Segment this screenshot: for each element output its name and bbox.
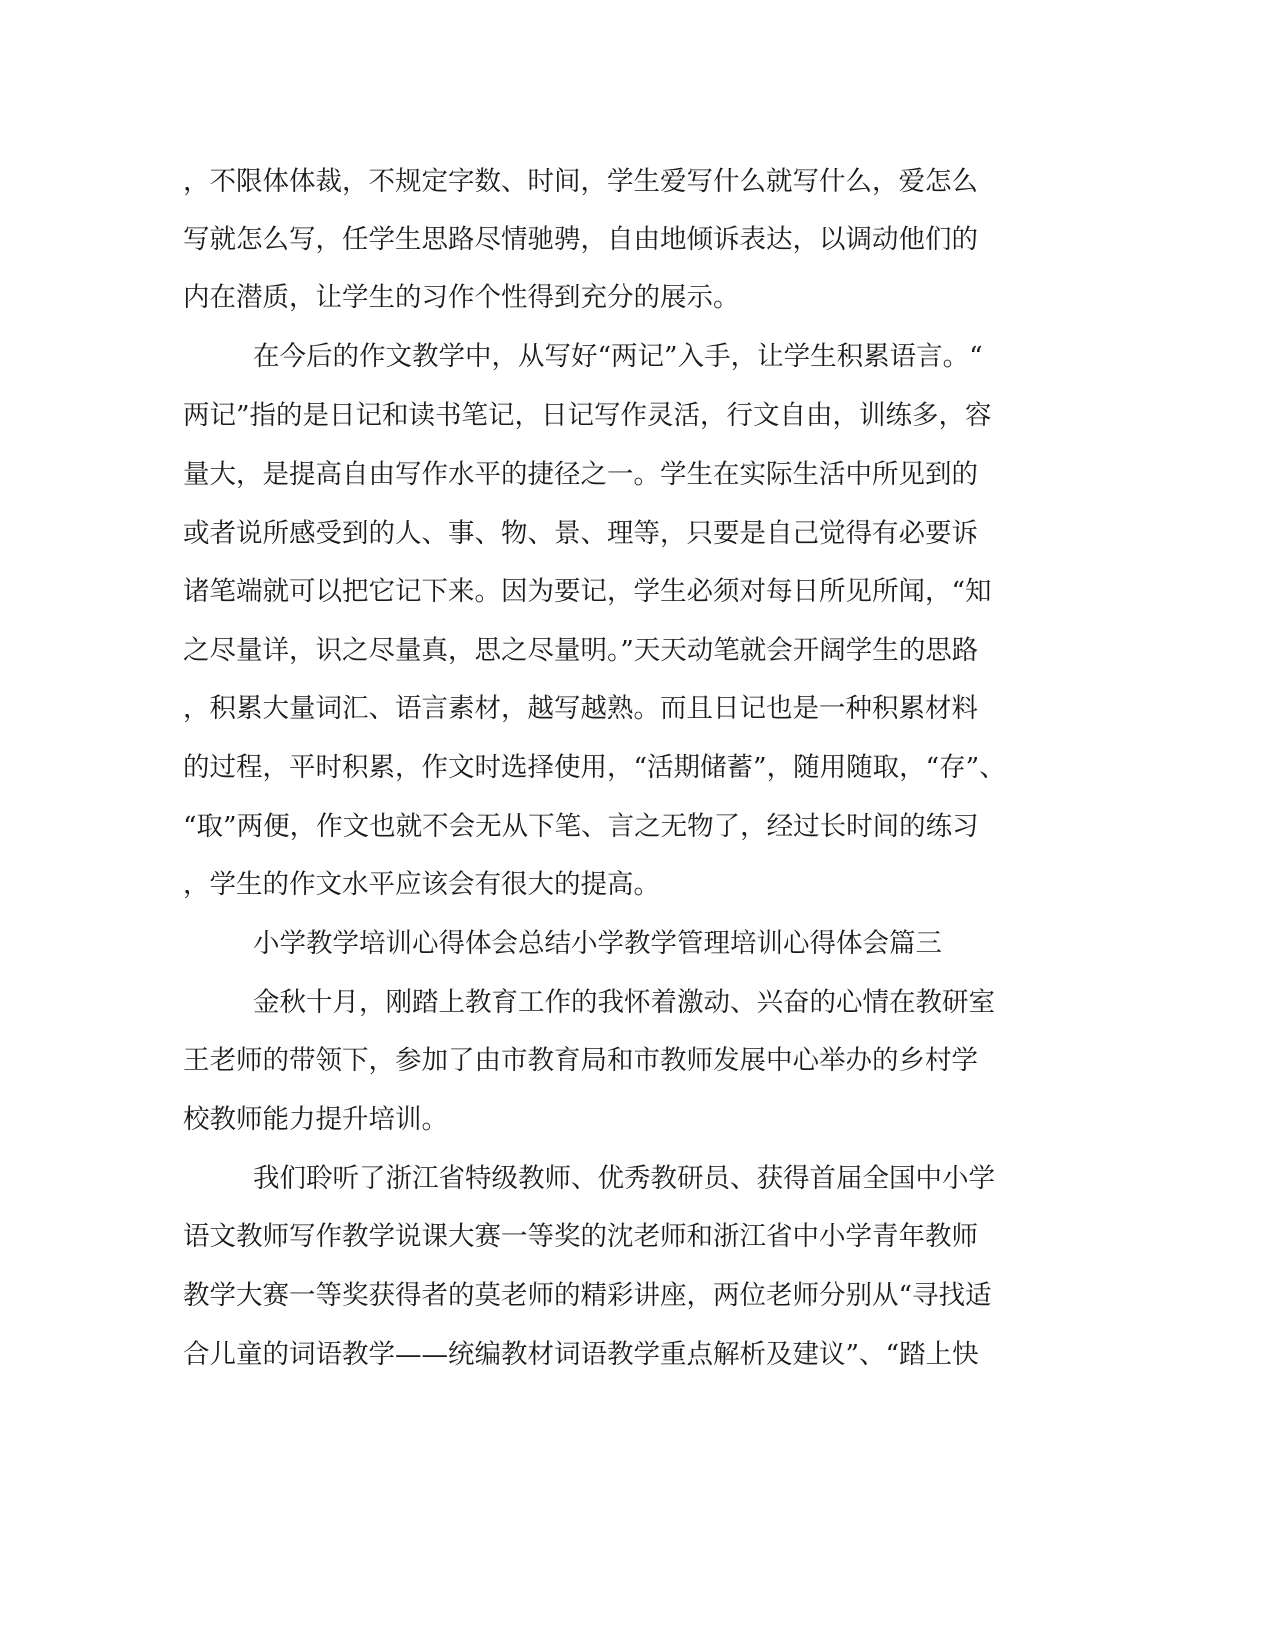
text-line: 教学大赛一等奖获得者的莫老师的精彩讲座，两位老师分别从“寻找适 bbox=[183, 1280, 992, 1311]
section-heading: 小学教学培训心得体会总结小学教学管理培训心得体会篇三 bbox=[253, 928, 942, 959]
text-line: 语文教师写作教学说课大赛一等奖的沈老师和浙江省中小学青年教师 bbox=[183, 1221, 978, 1252]
paragraph-start-line: 金秋十月，刚踏上教育工作的我怀着激动、兴奋的心情在教研室 bbox=[253, 987, 995, 1018]
text-line: 内在潜质，让学生的习作个性得到充分的展示。 bbox=[183, 282, 740, 313]
text-line: ，学生的作文水平应该会有很大的提高。 bbox=[183, 869, 660, 900]
text-line: 校教师能力提升培训。 bbox=[183, 1104, 448, 1135]
paragraph-start-line: 在今后的作文教学中，从写好“两记”入手，让学生积累语言。“ bbox=[253, 341, 983, 372]
text-line: 量大，是提高自由写作水平的捷径之一。学生在实际生活中所见到的 bbox=[183, 459, 978, 490]
text-line: 的过程，平时积累，作文时选择使用，“活期储蓄”，随用随取，“存”、 bbox=[183, 752, 1006, 783]
text-line: 或者说所感受到的人、事、物、景、理等，只要是自己觉得有必要诉 bbox=[183, 518, 978, 549]
text-line: 合儿童的词语教学——统编教材词语教学重点解析及建议”、“踏上快 bbox=[183, 1339, 979, 1370]
text-line: 王老师的带领下，参加了由市教育局和市教师发展中心举办的乡村学 bbox=[183, 1045, 978, 1076]
text-line: 写就怎么写，任学生思路尽情驰骋，自由地倾诉表达，以调动他们的 bbox=[183, 224, 978, 255]
text-line: 之尽量详，识之尽量真，思之尽量明。”天天动笔就会开阔学生的思路 bbox=[183, 635, 979, 666]
text-line: 两记”指的是日记和读书笔记，日记写作灵活，行文自由，训练多，容 bbox=[183, 400, 992, 431]
text-line: “取”两便，作文也就不会无从下笔、言之无物了，经过长时间的练习 bbox=[183, 811, 979, 842]
paragraph-start-line: 我们聆听了浙江省特级教师、优秀教研员、获得首届全国中小学 bbox=[253, 1163, 995, 1194]
text-line: ，积累大量词汇、语言素材，越写越熟。而且日记也是一种积累材料 bbox=[183, 693, 978, 724]
text-line: 诸笔端就可以把它记下来。因为要记，学生必须对每日所见所闻，“知 bbox=[183, 576, 992, 607]
text-line: ，不限体体裁，不规定字数、时间，学生爱写什么就写什么，爱怎么 bbox=[183, 166, 978, 197]
